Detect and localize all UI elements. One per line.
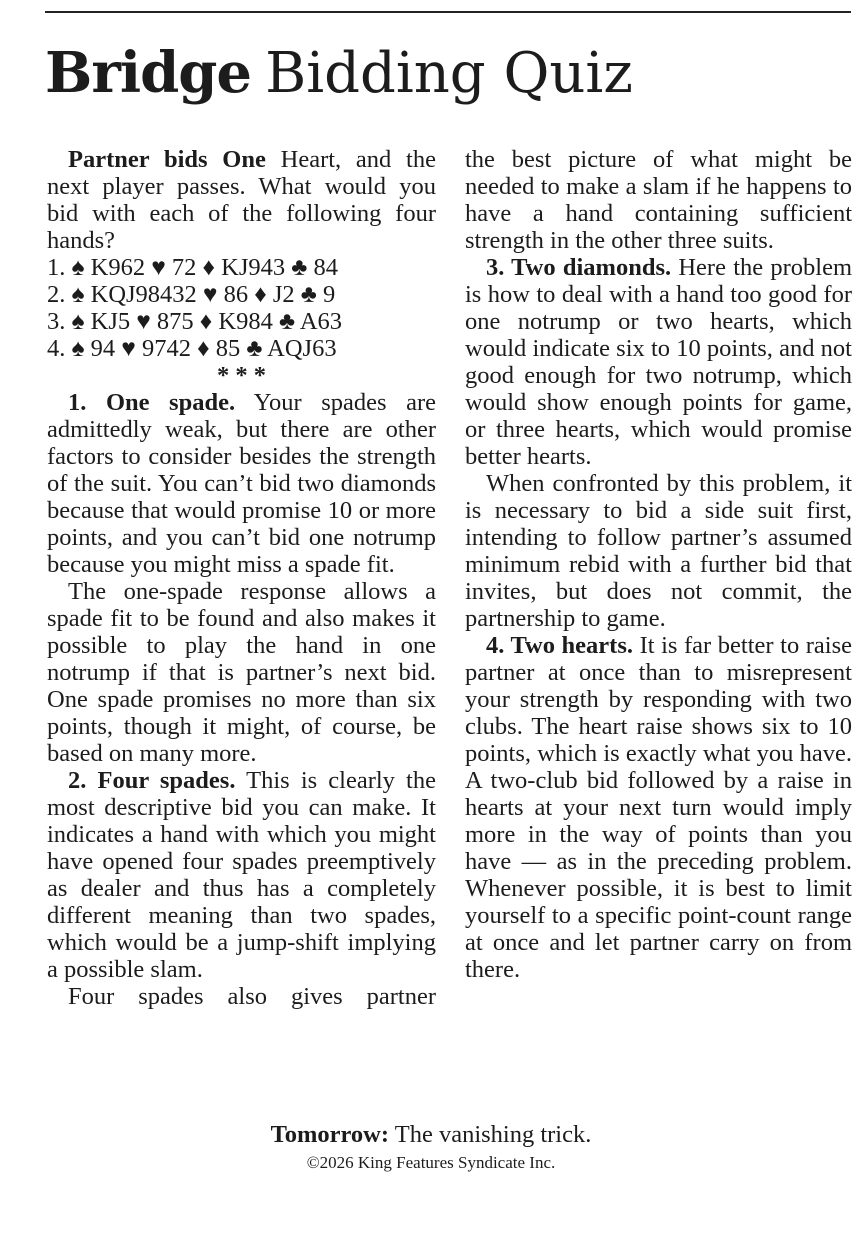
answer-1-text: Your spades are admittedly weak, but there are other factors to consider besides the strength of the suit. You can’t bid two diamonds because that would promise 10 or more points, and you can’t bid one notrump because you might miss a spade fit. [47,389,436,578]
answer-4-text: It is far better to raise partner at once than to misrepresent your strength by responding with two clubs. The heart raise shows six to 10 points, which is exactly what you have. A two-club bid followed by a raise in hearts at your next turn would imply more in the way of points than you have — as in the preceding problem. Whenever possible, it is best to limit yourself to a specific point-count range at once and let partner carry on from there. [465,632,853,983]
hand-2: 2. ♠ KQJ98432 ♥ 86 ♦ J2 ♣ 9 [47,281,336,308]
answer-3-paragraph-2: When confronted by this problem, it is necessary to bid a side suit first, intending to follow partner’s assumed minimum rebid with a further bid that invites, but does not commit, the partnership to game. [465,470,852,632]
answer-4-lead: 4. Two hearts. [486,632,633,659]
tomorrow-text: The vanishing trick. [389,1121,592,1148]
answer-3-lead: 3. Two diamonds. [486,254,672,281]
copyright-credit: ©2026 King Features Syndicate Inc. [306,1153,556,1172]
column-left [47,146,436,1010]
hand-3: 3. ♠ KJ5 ♥ 875 ♦ K984 ♣ A63 [47,308,343,335]
answer-2-text: This is clearly the most descriptive bid you can make. It indicates a hand with which you might have opened four spades preemptively as dealer and thus has a completely different meaning than two spades, which would be a jump-shift implying a possible slam. [47,767,436,983]
answer-3-text: Here the problem is how to deal with a hand too good for one notrump or two hearts, which would indicate six to 10 points, and not good enough for two notrump, which would show enough points for game, or three hearts, which would promise better hearts. [465,254,852,470]
answer-4-paragraph [465,632,852,983]
answer-1-paragraph [47,389,436,578]
page-title [45,38,633,109]
intro-lead: Partner bids One [68,146,266,173]
separator-text: * * * [217,362,266,389]
answer-2-paragraph [47,767,436,983]
answer-2-paragraph-2-start: Four spades also gives partner [68,983,436,1010]
answer-2-paragraph-2-end: the best picture of what might be needed to make a slam if he happens to have a hand containing sufficient strength in the other three suits. [465,146,852,254]
answer-1-paragraph-2: The one-spade response allows a spade fit to be found and also makes it possible to play the hand in one notrump if that is partner’s next bid. One spade promises no more than six points, though it might, of course, be based on many more. [47,578,436,767]
title-bold: Bridge [45,40,252,106]
answer-1-lead: 1. One spade. [68,389,236,416]
answer-2-lead: 2. Four spades. [68,767,236,794]
answer-3-paragraph [465,254,852,470]
intro-text: Heart, and the next player passes. What would you bid with each of the following four hands? [47,146,436,254]
tomorrow-teaser [0,1121,862,1148]
hand-1: 1. ♠ K962 ♥ 72 ♦ KJ943 ♣ 84 [47,254,338,281]
tomorrow-lead: Tomorrow: [270,1121,390,1148]
separator [47,362,436,389]
title-light: Bidding Quiz [265,41,633,106]
hand-4: 4. ♠ 94 ♥ 9742 ♦ 85 ♣ AQJ63 [47,335,337,362]
hands-list [47,254,436,362]
top-rule [45,11,851,13]
column-right [465,146,852,983]
intro-paragraph [47,146,436,254]
